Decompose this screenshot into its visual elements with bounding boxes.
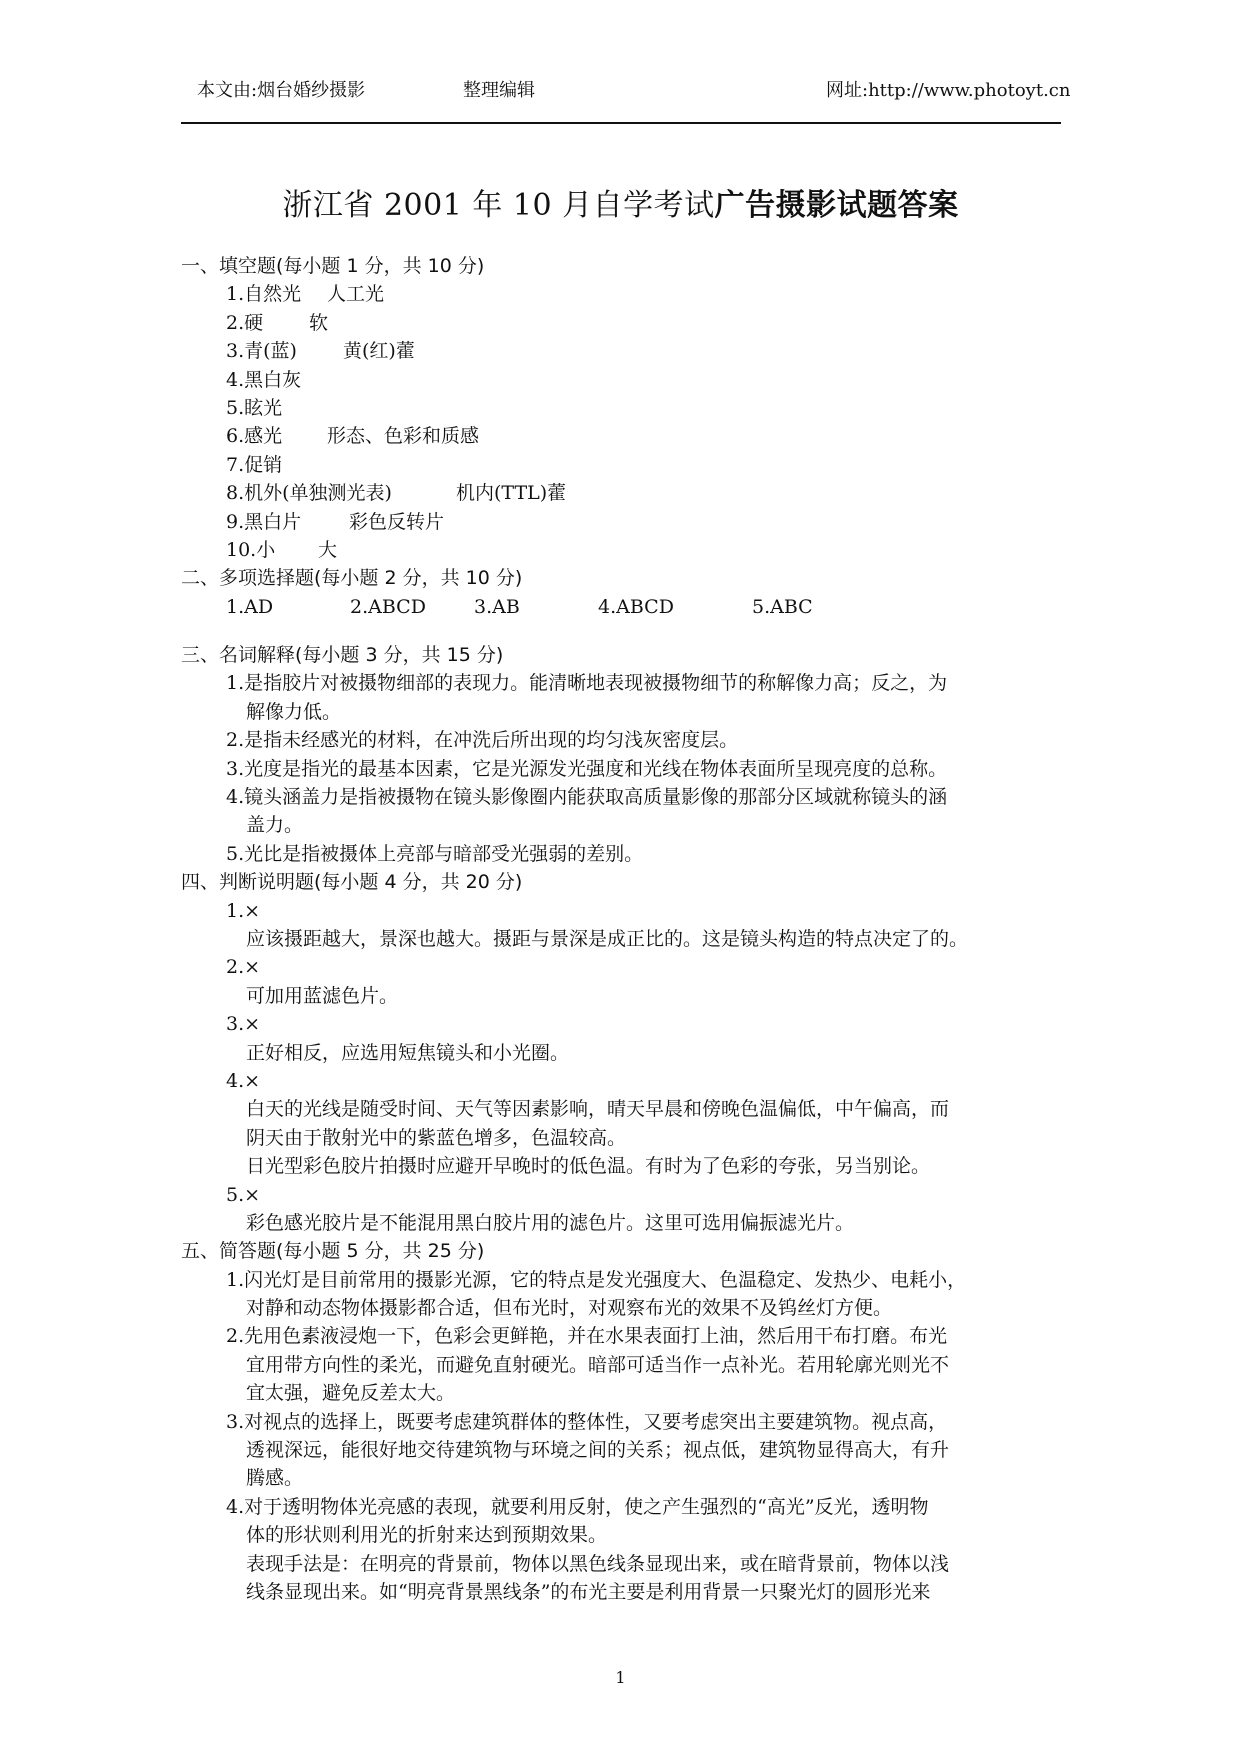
list-item: 7.促销 xyxy=(226,453,283,476)
list-item: 5.眩光 xyxy=(226,396,283,419)
list-item-continuation: 体的形状则利用光的折射来达到预期效果。 xyxy=(246,1524,608,1547)
list-item-continuation: 透视深远，能很好地交待建筑物与环境之间的关系；视点低，建筑物显得高大，有升 xyxy=(246,1439,950,1462)
section-heading: 三、名词解释(每小题 3 分，共 15 分) xyxy=(181,644,504,667)
mc-answers xyxy=(181,593,1081,621)
list-item-continuation: 宜太强，避免反差太大。 xyxy=(246,1382,456,1405)
judgement-explanation: 日光型彩色胶片拍摄时应避开早晚时的低色温。有时为了色彩的夸张，另当别论。 xyxy=(246,1155,931,1178)
list-item: 6.感光 形态、色彩和质感 xyxy=(226,425,480,448)
list-item: 4.对于透明物体光亮感的表现，就要利用反射，使之产生强烈的“高光”反光，透明物 xyxy=(226,1495,929,1518)
list-item: 10.小 大 xyxy=(226,538,338,561)
judgement-explanation: 彩色感光胶片是不能混用黑白胶片用的滤色片。这里可选用偏振滤光片。 xyxy=(246,1211,855,1234)
list-item: 1.自然光 人工光 xyxy=(226,283,385,306)
section-heading: 四、判断说明题(每小题 4 分，共 20 分) xyxy=(181,871,523,894)
mc-answer: 1.AD xyxy=(226,595,274,618)
list-item: 8.机外(单独测光表) 机内(TTL)藿 xyxy=(226,482,567,505)
list-item: 4.镜头涵盖力是指被摄物在镜头影像圈内能获取高质量影像的那部分区域就称镜头的涵 xyxy=(226,786,948,809)
judgement-mark: 5.× xyxy=(226,1183,261,1206)
list-item: 1.是指胶片对被摄物细部的表现力。能清晰地表现被摄物细节的称解像力高；反之，为 xyxy=(226,672,948,695)
judgement-explanation: 应该摄距越大，景深也越大。摄距与景深是成正比的。这是镜头构造的特点决定了的。 xyxy=(246,927,969,950)
header-website: 网址:http://www.photoyt.cn xyxy=(826,80,1071,101)
list-item-continuation: 解像力低。 xyxy=(246,700,342,723)
judgement-explanation: 白天的光线是随受时间、天气等因素影响，晴天早晨和傍晚色温偏低，中午偏高，而 xyxy=(246,1098,950,1121)
list-item: 3.光度是指光的最基本因素，它是光源发光强度和光线在物体表面所呈现亮度的总称。 xyxy=(226,757,948,780)
mc-answer: 4.ABCD xyxy=(598,595,674,618)
judgement-explanation: 阴天由于散射光中的紫蓝色增多，色温较高。 xyxy=(246,1126,627,1149)
mc-answer: 3.AB xyxy=(474,595,520,618)
list-item: 1.闪光灯是目前常用的摄影光源，它的特点是发光强度大、色温稳定、发热少、电耗小， xyxy=(226,1268,967,1291)
list-item-continuation: 表现手法是：在明亮的背景前，物体以黑色线条显现出来，或在暗背景前，物体以浅 xyxy=(246,1552,950,1575)
judgement-mark: 1.× xyxy=(226,899,261,922)
list-item-continuation: 宜用带方向性的柔光，而避免直射硬光。暗部可适当作一点补光。若用轮廓光则光不 xyxy=(246,1353,950,1376)
judgement-explanation: 正好相反，应选用短焦镜头和小光圈。 xyxy=(246,1041,570,1064)
list-item: 2.硬 软 xyxy=(226,311,329,334)
answer-content xyxy=(181,252,1081,1606)
list-item-continuation: 线条显现出来。如“明亮背景黑线条”的布光主要是利用背景一只聚光灯的圆形光来 xyxy=(246,1580,931,1603)
header-edited: 整理编辑 xyxy=(463,80,535,101)
list-item: 4.黑白灰 xyxy=(226,368,302,391)
header-source: 本文由:烟台婚纱摄影 xyxy=(197,80,366,101)
section-heading: 一、填空题(每小题 1 分，共 10 分) xyxy=(181,255,485,277)
section-heading: 二、多项选择题(每小题 2 分，共 10 分) xyxy=(181,567,523,590)
list-item: 2.是指未经感光的材料，在冲洗后所出现的均匀浅灰密度层。 xyxy=(226,729,739,752)
mc-answer: 5.ABC xyxy=(752,595,813,618)
judgement-mark: 3.× xyxy=(226,1013,261,1036)
list-item-continuation: 腾感。 xyxy=(246,1467,304,1490)
mc-answer: 2.ABCD xyxy=(350,595,426,618)
list-item: 3.青(蓝) 黄(红)藿 xyxy=(226,340,415,363)
list-item: 2.先用色素液浸炮一下，色彩会更鲜艳，并在水果表面打上油，然后用干布打磨。布光 xyxy=(226,1325,948,1348)
list-item: 5.光比是指被摄体上亮部与暗部受光强弱的差别。 xyxy=(226,842,644,865)
list-item-continuation: 对静和动态物体摄影都合适，但布光时，对观察布光的效果不及钨丝灯方便。 xyxy=(246,1297,893,1320)
title-part1: 浙江省 2001 年 10 月自学考试 xyxy=(282,188,715,223)
page-title xyxy=(0,180,1241,224)
page-number: 1 xyxy=(615,1668,626,1687)
list-item: 3.对视点的选择上，既要考虑建筑群体的整体性，又要考虑突出主要建筑物。视点高， xyxy=(226,1410,948,1433)
list-item-continuation: 盖力。 xyxy=(246,814,304,837)
section-heading: 五、简答题(每小题 5 分，共 25 分) xyxy=(181,1240,485,1263)
judgement-mark: 4.× xyxy=(226,1069,261,1092)
header-rule xyxy=(181,122,1061,124)
title-part2: 广告摄影试题答案 xyxy=(714,188,959,223)
list-item: 9.黑白片 彩色反转片 xyxy=(226,510,445,533)
judgement-mark: 2.× xyxy=(226,956,261,979)
judgement-explanation: 可加用蓝滤色片。 xyxy=(246,984,399,1007)
